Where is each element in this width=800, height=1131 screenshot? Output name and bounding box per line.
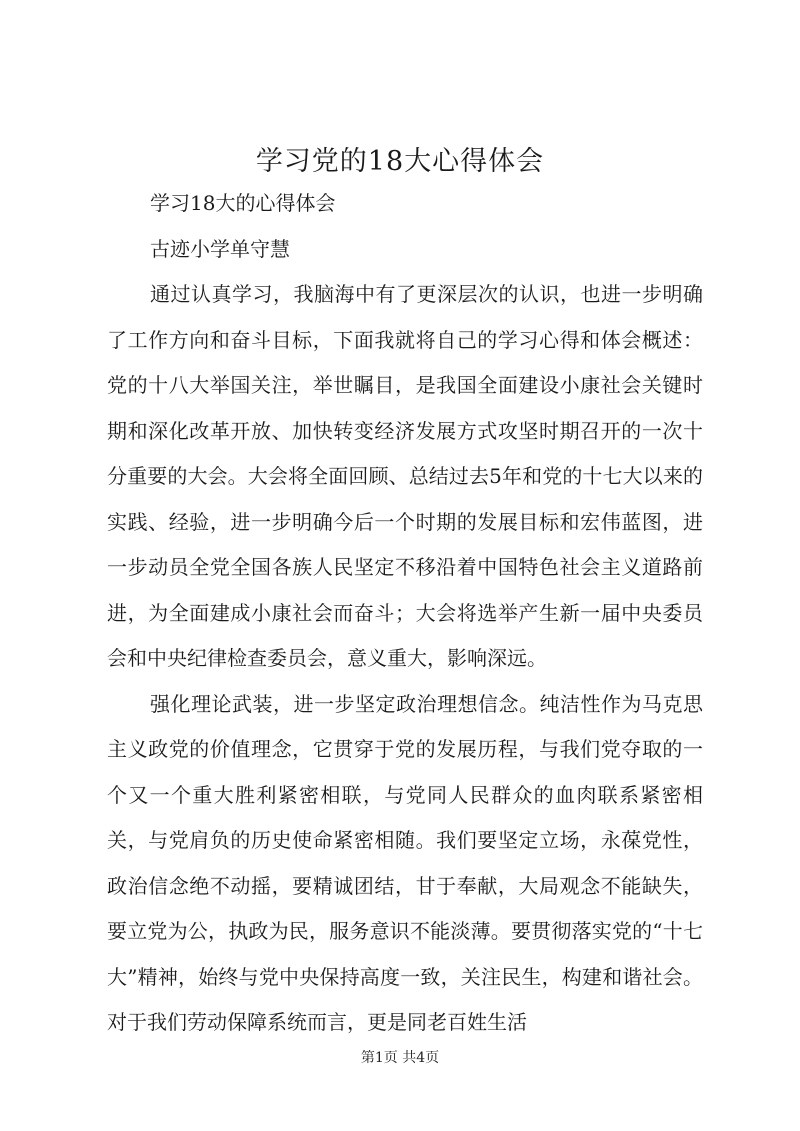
author-line: 古迹小学单守慧 bbox=[150, 236, 290, 261]
subtitle: 学习18大的心得体会 bbox=[150, 191, 336, 215]
page-footer: 第1页 共4页 bbox=[360, 1050, 440, 1066]
paragraph-2: 强化理论武装，进一步坚定政治理想信念。纯洁性作为马克思主义政党的价值理念，它贯穿于党的发展历程，与我们党夺取的一个又一个重大胜利紧密相联，与党同人民群众的血肉联系紧密相关，与党肩负的历史使命紧密相随。我们要坚定立场，永葆党性，政治信念绝不动摇，要精诚团结，甘于奉献，大局观念不能缺失，要立党为公，执政为民，服务意识不能淡薄。要贯彻落实党的“十七大”精神，始终与党中央保持高度一致，关注民生，构建和谐社会。对于我们劳动保障系统而言，更是同老百姓生活 bbox=[107, 691, 703, 1034]
document-body bbox=[107, 181, 703, 1046]
paragraph-1: 通过认真学习，我脑海中有了更深层次的认识，也进一步明确了工作方向和奋斗目标，下面我就将自己的学习心得和体会概述：党的十八大举国关注，举世瞩目，是我国全面建设小康社会关键时期和深化改革开放、加快转变经济发展方式攻坚时期召开的一次十分重要的大会。大会将全面回顾、总结过去5年和党的十七大以来的实践、经验，进一步明确今后一个时期的发展目标和宏伟蓝图，进一步动员全党全国各族人民坚定不移沿着中国特色社会主义道路前进，为全面建成小康社会而奋斗；大会将选举产生新一届中央委员会和中央纪律检查委员会，意义重大，影响深远。 bbox=[107, 282, 703, 670]
page-title: 学习党的18大心得体会 bbox=[255, 146, 545, 177]
